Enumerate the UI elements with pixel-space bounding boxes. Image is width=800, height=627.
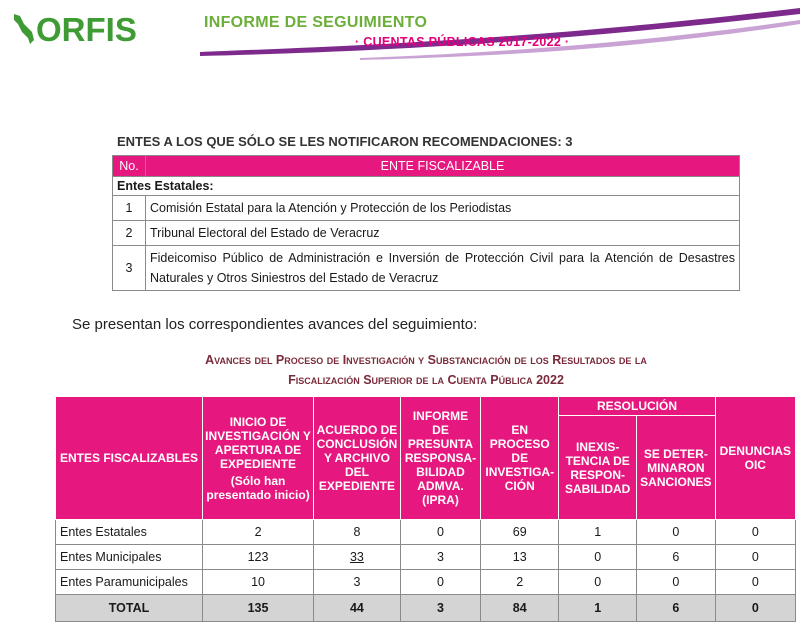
acuerdo-cell: 8 (314, 520, 401, 545)
table2-title-line1: Avances del Proceso de Investigación y Substanciación de los Resultados de la (205, 353, 647, 367)
group-row (113, 177, 740, 196)
row-number: 2 (113, 221, 146, 246)
ente-name: Fideicomiso Público de Administración e Inversión de Protección Civil para la Atención de Desastres Naturales y Otros Siniestros del Estado de Veracruz (146, 246, 740, 291)
col-denuncias-header: DENUNCIAS OIC (715, 397, 795, 520)
col-inicio-note: (Sólo han presentado inicio) (206, 473, 310, 502)
table-row (113, 221, 740, 246)
group-label: Entes Estatales: (113, 177, 740, 196)
proceso-cell: 2 (481, 570, 559, 595)
col-inexistencia-header: INEXIS-TENCIA DE RESPON-SABILIDAD (559, 416, 637, 520)
ente-name: Tribunal Electoral del Estado de Veracruz (146, 221, 740, 246)
col-ente-header: ENTE FISCALIZABLE (146, 156, 740, 177)
inexistencia-cell: 1 (559, 520, 637, 545)
table2-title (112, 350, 740, 390)
informe-cell: 3 (400, 545, 480, 570)
total-acuerdo: 44 (314, 595, 401, 622)
inicio-cell: 2 (203, 520, 314, 545)
col-inicio-header (203, 397, 314, 520)
total-proceso: 84 (481, 595, 559, 622)
table1-header-row (113, 156, 740, 177)
row-number: 1 (113, 196, 146, 221)
table-row (56, 545, 796, 570)
col-inicio-label: INICIO DE INVESTIGACIÓN Y APERTURA DE EXPEDIENTE (205, 414, 311, 471)
col-resolucion-header: RESOLUCIÓN (559, 397, 715, 416)
table-row (56, 520, 796, 545)
recommendations-table (112, 155, 740, 291)
table2-title-line2: Fiscalización Superior de la Cuenta Pública 2022 (288, 373, 564, 387)
table2-header-row (56, 397, 796, 416)
table-row (113, 196, 740, 221)
page-header (0, 0, 800, 62)
ente-name: Comisión Estatal para la Atención y Protección de los Periodistas (146, 196, 740, 221)
ente-cell: Entes Municipales (56, 545, 203, 570)
table1-caption: ENTES A LOS QUE SÓLO SE LES NOTIFICARON RECOMENDACIONES: 3 (117, 134, 573, 149)
veracruz-map-icon (12, 12, 36, 46)
informe-cell: 0 (400, 570, 480, 595)
sanciones-cell: 0 (637, 570, 716, 595)
logo-text: ORFIS (36, 10, 137, 48)
total-denuncias: 0 (715, 595, 795, 622)
table-row (56, 570, 796, 595)
intro-text: Se presentan los correspondientes avances del seguimiento: (72, 316, 478, 333)
denuncias-cell: 0 (715, 570, 795, 595)
acuerdo-cell: 3 (314, 570, 401, 595)
acuerdo-cell: 33 (314, 545, 401, 570)
inexistencia-cell: 0 (559, 570, 637, 595)
orfis-logo (12, 12, 137, 46)
col-sanciones-header: SE DETER-MINARON SANCIONES (637, 416, 716, 520)
progress-table (55, 396, 796, 622)
col-informe-header: INFORME DE PRESUNTA RESPONSA-BILIDAD ADMVA. (IPRA) (400, 397, 480, 520)
sanciones-cell: 0 (637, 520, 716, 545)
col-no-header: No. (113, 156, 146, 177)
report-subtitle: · CUENTAS PÚBLICAS 2017-2022 · (355, 35, 570, 49)
row-number: 3 (113, 246, 146, 291)
table-row (113, 246, 740, 291)
denuncias-cell: 0 (715, 545, 795, 570)
total-row (56, 595, 796, 622)
proceso-cell: 69 (481, 520, 559, 545)
proceso-cell: 13 (481, 545, 559, 570)
total-inicio: 135 (203, 595, 314, 622)
report-title: INFORME DE SEGUIMIENTO (204, 14, 428, 31)
total-label: TOTAL (56, 595, 203, 622)
total-inexistencia: 1 (559, 595, 637, 622)
col-proceso-header: EN PROCESO DE INVESTIGA-CIÓN (481, 397, 559, 520)
col-acuerdo-header: ACUERDO DE CONCLUSIÓN Y ARCHIVO DEL EXPEDIENTE (314, 397, 401, 520)
inicio-cell: 10 (203, 570, 314, 595)
inicio-cell: 123 (203, 545, 314, 570)
total-informe: 3 (400, 595, 480, 622)
informe-cell: 0 (400, 520, 480, 545)
inexistencia-cell: 0 (559, 545, 637, 570)
col-entes-header: ENTES FISCALIZABLES (56, 397, 203, 520)
sanciones-cell: 6 (637, 545, 716, 570)
ente-cell: Entes Estatales (56, 520, 203, 545)
ente-cell: Entes Paramunicipales (56, 570, 203, 595)
denuncias-cell: 0 (715, 520, 795, 545)
total-sanciones: 6 (637, 595, 716, 622)
